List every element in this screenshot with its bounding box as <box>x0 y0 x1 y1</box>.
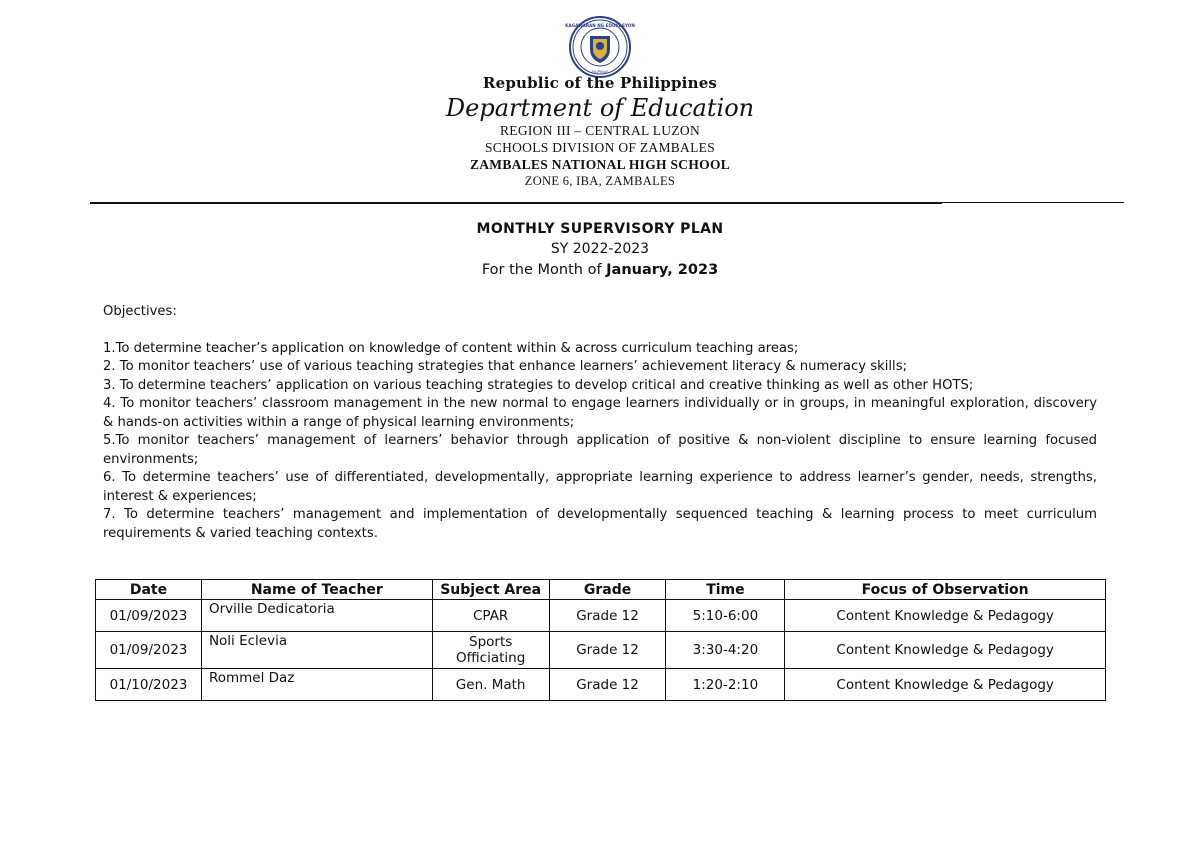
cell-subject: CPAR <box>432 600 549 632</box>
objective-item: 3. To determine teachers’ application on various teaching strategies to develop critical and creative thinking as well as other HOTS; <box>103 377 974 393</box>
objective-item: 4. To monitor teachers’ classroom management in the new normal to engage learners individually or in groups, in meaningful exploration, discovery & hands-on activities within a range of physical learning environments; <box>103 396 1097 430</box>
header-divider <box>90 202 942 204</box>
cell-time: 3:30-4:20 <box>666 632 785 669</box>
cell-grade: Grade 12 <box>549 669 666 701</box>
month-prefix: For the Month of <box>481 262 607 278</box>
column-header-teacher: Name of Teacher <box>201 580 432 600</box>
school-year: SY 2022-2023 <box>550 241 650 257</box>
objective-item: 7. To determine teachers’ management and implementation of developmentally sequenced teaching & learning process to meet curriculum requirements & varied teaching contexts. <box>103 507 1097 541</box>
column-header-focus: Focus of Observation <box>785 580 1106 600</box>
cell-subject: Sports Officiating <box>432 632 549 669</box>
column-header-time: Time <box>666 580 785 600</box>
cell-time: 5:10-6:00 <box>666 600 785 632</box>
objective-item: 1.To determine teacher’s application on knowledge of content within & across curriculum teaching areas; <box>103 340 799 356</box>
cell-grade: Grade 12 <box>549 632 666 669</box>
cell-date: 01/10/2023 <box>96 669 202 701</box>
republic-line: Republic of the Philippines <box>482 74 718 92</box>
school-name: ZAMBALES NATIONAL HIGH SCHOOL <box>469 157 731 172</box>
objectives-label: Objectives: <box>103 304 177 319</box>
letterhead <box>0 74 1200 190</box>
table-header-row <box>96 580 1106 600</box>
svg-text:KAGAWARAN NG EDUKASYON: KAGAWARAN NG EDUKASYON <box>565 23 635 28</box>
header-divider-tail <box>942 202 1124 203</box>
school-address: ZONE 6, IBA, ZAMBALES <box>524 174 676 188</box>
objective-item: 2. To monitor teachers’ use of various teaching strategies that enhance learners’ achievement literacy & numeracy skills; <box>103 359 908 374</box>
region-line: REGION III – CENTRAL LUZON <box>499 123 701 138</box>
cell-date: 01/09/2023 <box>96 600 202 632</box>
cell-teacher: Rommel Daz <box>201 669 432 701</box>
cell-date: 01/09/2023 <box>96 632 202 669</box>
table-row <box>96 669 1106 701</box>
column-header-grade: Grade <box>549 580 666 600</box>
table-row <box>96 632 1106 669</box>
cell-time: 1:20-2:10 <box>666 669 785 701</box>
cell-focus: Content Knowledge & Pedagogy <box>785 632 1106 669</box>
cell-grade: Grade 12 <box>549 600 666 632</box>
svg-text:PILIPINAS: PILIPINAS <box>591 70 609 74</box>
cell-teacher: Noli Eclevia <box>201 632 432 669</box>
objectives-section <box>103 303 1097 543</box>
column-header-date: Date <box>96 580 202 600</box>
observation-table <box>95 579 1106 701</box>
plan-title: MONTHLY SUPERVISORY PLAN <box>476 221 724 237</box>
plan-month: January, 2023 <box>606 262 719 278</box>
cell-subject: Gen. Math <box>432 669 549 701</box>
cell-focus: Content Knowledge & Pedagogy <box>785 600 1106 632</box>
plan-month-line <box>0 260 1200 281</box>
division-line: SCHOOLS DIVISION OF ZAMBALES <box>484 140 716 155</box>
deped-seal-logo <box>565 16 635 78</box>
objective-item: 5.To monitor teachers’ management of learners’ behavior through application of positive & non-violent discipline to ensure learning focused environments; <box>103 433 1097 467</box>
objective-item: 6. To determine teachers’ use of differentiated, developmentally, appropriate learning experience to address learner’s gender, needs, strengths, interest & experiences; <box>103 470 1097 504</box>
column-header-subject: Subject Area <box>432 580 549 600</box>
table-row <box>96 600 1106 632</box>
cell-teacher: Orville Dedicatoria <box>201 600 432 632</box>
department-title: Department of Education <box>445 94 755 122</box>
plan-heading <box>0 220 1200 281</box>
cell-focus: Content Knowledge & Pedagogy <box>785 669 1106 701</box>
